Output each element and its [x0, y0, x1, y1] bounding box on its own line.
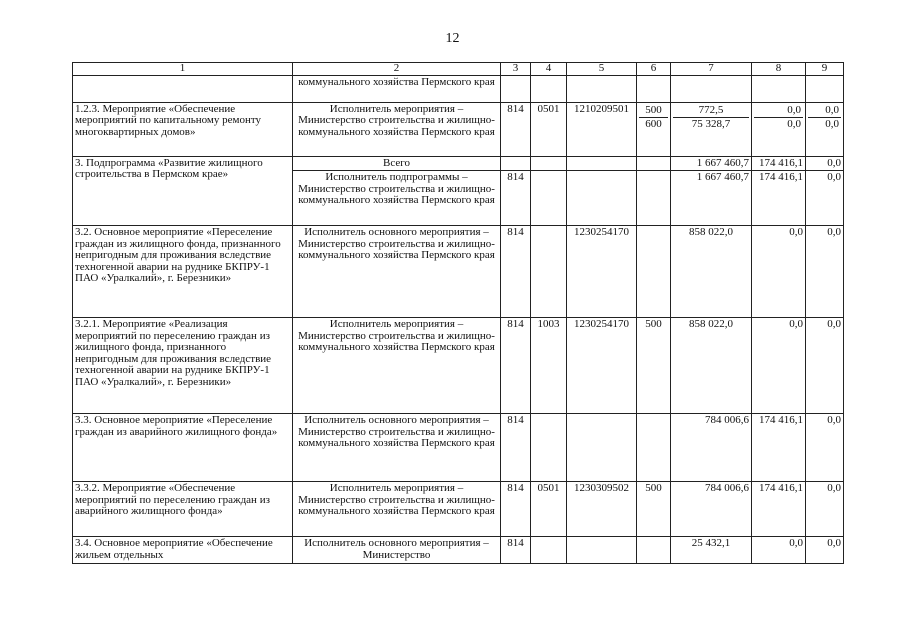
table-row	[73, 75, 844, 102]
header-cell: 1	[73, 63, 293, 76]
amount-cell: 0,0	[806, 537, 844, 564]
amount-cell: 0,0	[806, 414, 844, 482]
expense-type-cell	[637, 102, 671, 156]
section-cell	[531, 156, 567, 171]
amount-cell: 25 432,1	[671, 537, 752, 564]
amount-value: 0,0	[808, 117, 841, 132]
target-article-cell	[567, 75, 637, 102]
amount-value: 0,0	[754, 117, 803, 132]
name-cell: 1.2.3. Мероприятие «Обеспечение мероприятий по капитальному ремонту многоквартирных домов»	[73, 102, 293, 156]
section-cell	[531, 226, 567, 318]
expense-type-cell	[637, 75, 671, 102]
amount-cell: 0,0	[806, 482, 844, 537]
header-cell: 3	[501, 63, 531, 76]
amount-cell: 1 667 460,7	[671, 156, 752, 171]
target-article-cell: 1230254170	[567, 318, 637, 414]
amount-cell: 0,0	[752, 537, 806, 564]
section-cell: 0501	[531, 102, 567, 156]
amount-cell	[671, 75, 752, 102]
grbs-cell: 814	[501, 318, 531, 414]
grbs-cell: 814	[501, 414, 531, 482]
section-cell	[531, 171, 567, 226]
target-article-cell	[567, 156, 637, 171]
grbs-cell: 814	[501, 171, 531, 226]
amount-cell: 858 022,0	[671, 318, 752, 414]
amount-cell: 0,0	[806, 226, 844, 318]
executor-cell: Исполнитель основного мероприятия – Министерство строительства и жилищно-коммунального хозяйства Пермского края	[293, 226, 501, 318]
amount-cell	[806, 75, 844, 102]
table-row	[73, 318, 844, 414]
expense-type-cell	[637, 537, 671, 564]
table-row	[73, 414, 844, 482]
section-cell	[531, 75, 567, 102]
amount-cell: 0,0	[806, 171, 844, 226]
grbs-cell: 814	[501, 482, 531, 537]
budget-table	[72, 62, 844, 564]
header-cell: 9	[806, 63, 844, 76]
page-number: 12	[445, 31, 460, 46]
expense-type-value: 500	[645, 103, 662, 116]
target-article-cell: 1210209501	[567, 102, 637, 156]
amount-cell: 174 416,1	[752, 414, 806, 482]
amount-cell	[806, 102, 844, 156]
amount-value: 772,5	[698, 103, 724, 116]
target-article-cell: 1230254170	[567, 226, 637, 318]
target-article-cell	[567, 414, 637, 482]
header-cell: 6	[637, 63, 671, 76]
grbs-cell	[501, 75, 531, 102]
header-row	[73, 63, 844, 76]
expense-type-cell	[637, 226, 671, 318]
name-cell: 3.3. Основное мероприятие «Переселение граждан из аварийного жилищного фонда»	[73, 414, 293, 482]
table-row	[73, 226, 844, 318]
table-row	[73, 156, 844, 171]
expense-type-value: 600	[639, 117, 668, 132]
target-article-cell	[567, 537, 637, 564]
executor-cell: Исполнитель основного мероприятия – Министерство строительства и жилищно-коммунального хозяйства Пермского края	[293, 414, 501, 482]
executor-cell: Исполнитель подпрограммы – Министерство строительства и жилищно-коммунального хозяйства Пермского края	[293, 171, 501, 226]
amount-value: 0,0	[787, 103, 801, 116]
executor-cell: Исполнитель мероприятия – Министерство строительства и жилищно-коммунального хозяйства Пермского края	[293, 102, 501, 156]
amount-cell: 174 416,1	[752, 156, 806, 171]
expense-type-cell: 500	[637, 482, 671, 537]
executor-cell: Всего	[293, 156, 501, 171]
amount-cell: 0,0	[752, 226, 806, 318]
grbs-cell	[501, 156, 531, 171]
amount-cell: 174 416,1	[752, 171, 806, 226]
grbs-cell: 814	[501, 537, 531, 564]
section-cell	[531, 414, 567, 482]
amount-cell: 0,0	[806, 318, 844, 414]
name-cell: 3.4. Основное мероприятие «Обеспечение жильем отдельных	[73, 537, 293, 564]
amount-cell: 858 022,0	[671, 226, 752, 318]
target-article-cell	[567, 171, 637, 226]
expense-type-cell: 500	[637, 318, 671, 414]
amount-cell: 0,0	[806, 156, 844, 171]
amount-cell	[752, 102, 806, 156]
expense-type-cell	[637, 414, 671, 482]
expense-type-cell	[637, 171, 671, 226]
executor-cell: Исполнитель мероприятия – Министерство строительства и жилищно-коммунального хозяйства Пермского края	[293, 482, 501, 537]
name-cell	[73, 75, 293, 102]
name-cell: 3. Подпрограмма «Развитие жилищного строительства в Пермском крае»	[73, 156, 293, 226]
amount-cell	[752, 75, 806, 102]
amount-cell: 174 416,1	[752, 482, 806, 537]
section-cell: 1003	[531, 318, 567, 414]
name-cell: 3.3.2. Мероприятие «Обеспечение мероприятий по переселению граждан из аварийного жилищного фонда»	[73, 482, 293, 537]
table-row	[73, 537, 844, 564]
amount-value: 0,0	[825, 103, 839, 116]
header-cell: 4	[531, 63, 567, 76]
name-cell: 3.2.1. Мероприятие «Реализация мероприятий по переселению граждан из жилищного фонда, признанного непригодным для проживания вследствие техногенной аварии на руднике БКПРУ-1 ПАО «Уралкалий», г. Березники»	[73, 318, 293, 414]
table-row	[73, 482, 844, 537]
grbs-cell: 814	[501, 226, 531, 318]
amount-cell: 784 006,6	[671, 482, 752, 537]
amount-value: 75 328,7	[673, 117, 749, 132]
executor-cell: Исполнитель основного мероприятия – Министерство	[293, 537, 501, 564]
header-cell: 7	[671, 63, 752, 76]
name-cell: 3.2. Основное мероприятие «Переселение граждан из жилищного фонда, признанного непригодным для проживания вследствие техногенной аварии на руднике БКПРУ-1 ПАО «Уралкалий», г. Березники»	[73, 226, 293, 318]
executor-cell: коммунального хозяйства Пермского края	[293, 75, 501, 102]
grbs-cell: 814	[501, 102, 531, 156]
table-row	[73, 102, 844, 156]
header-cell: 2	[293, 63, 501, 76]
amount-cell: 1 667 460,7	[671, 171, 752, 226]
expense-type-cell	[637, 156, 671, 171]
target-article-cell: 1230309502	[567, 482, 637, 537]
amount-cell: 0,0	[752, 318, 806, 414]
amount-cell	[671, 102, 752, 156]
amount-cell: 784 006,6	[671, 414, 752, 482]
executor-cell: Исполнитель мероприятия – Министерство строительства и жилищно-коммунального хозяйства Пермского края	[293, 318, 501, 414]
section-cell: 0501	[531, 482, 567, 537]
section-cell	[531, 537, 567, 564]
header-cell: 8	[752, 63, 806, 76]
header-cell: 5	[567, 63, 637, 76]
